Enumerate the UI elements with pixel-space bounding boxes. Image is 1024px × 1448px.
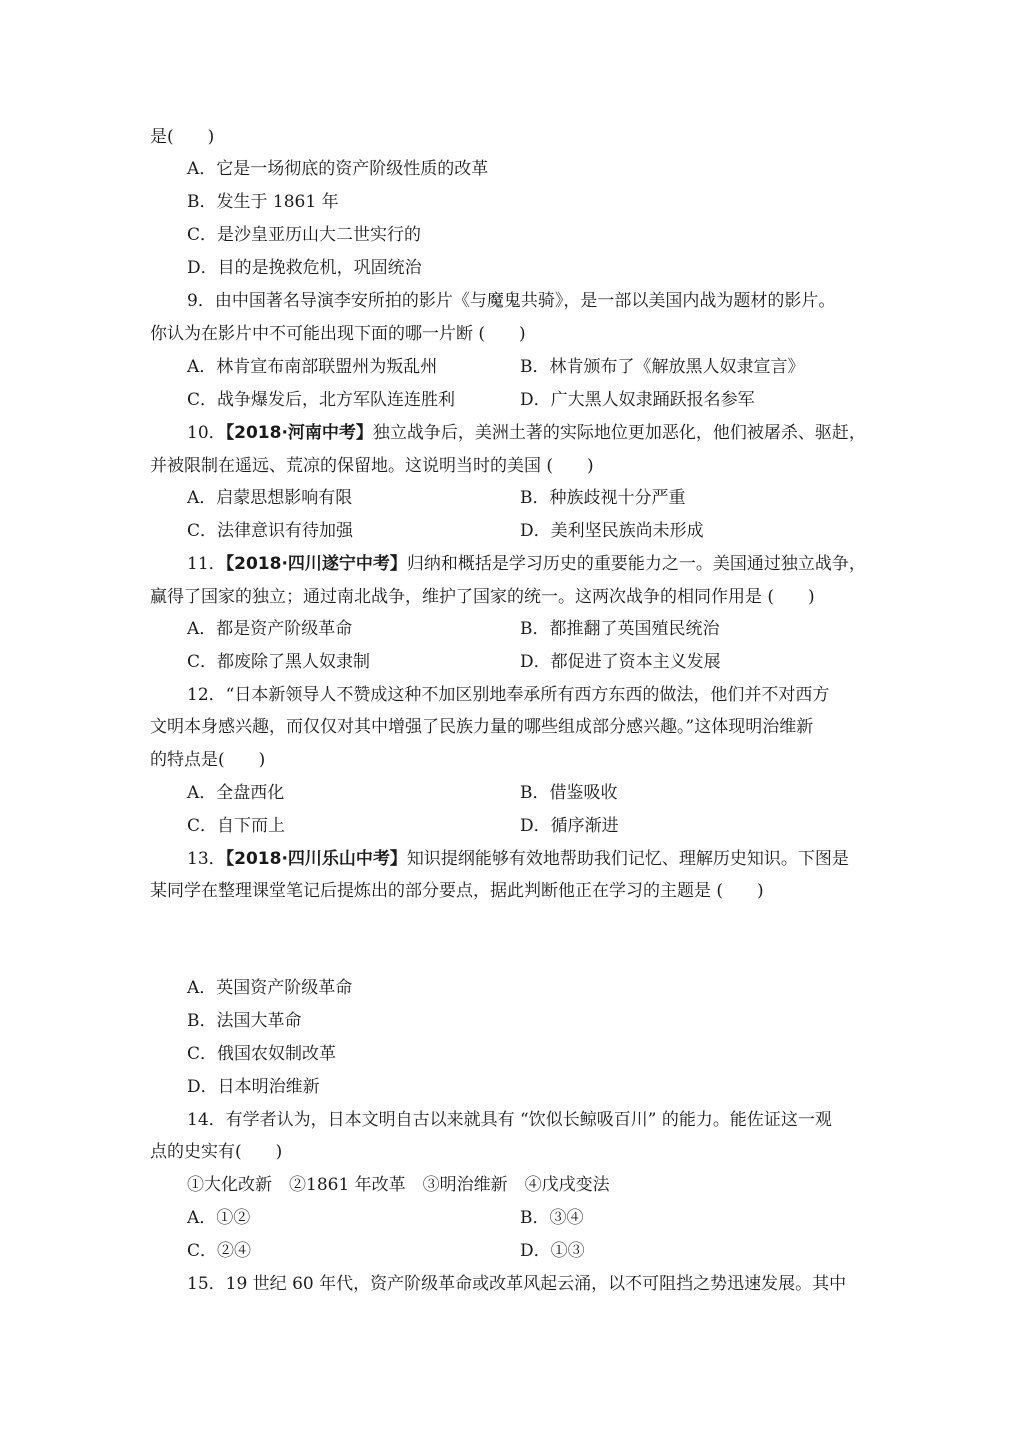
q10-option-b[interactable]: [520, 487, 686, 509]
q11-stem-line2: 赢得了国家的独立；通过南北战争，维护了国家的统一。这两次战争的相同作用是 ( ): [150, 587, 815, 607]
option-letter: C．: [187, 1044, 218, 1064]
option-letter: B．: [520, 488, 550, 508]
option-letter: A．: [187, 783, 217, 803]
q15-stem-line1: [187, 1273, 846, 1295]
q10-stem-line2: 并被限制在遥远、荒凉的保留地。这说明当时的美国 ( ): [150, 456, 594, 476]
q13-option-a[interactable]: [187, 977, 352, 999]
q10-option-d[interactable]: [520, 520, 704, 542]
option-letter: C．: [187, 521, 218, 541]
question-text: 有学者认为，日本文明自古以来就具有 “饮似长鲸吸百川” 的能力。能佐证这一观: [225, 1110, 832, 1130]
q13-stem-line1: [187, 848, 849, 870]
option-letter: D．: [520, 390, 551, 410]
option-text: 俄国农奴制改革: [217, 1044, 337, 1064]
question-text: 知识提纲能够有效地帮助我们记忆、理解历史知识。下图是: [406, 849, 849, 869]
q9-option-a[interactable]: [187, 356, 437, 378]
option-letter: D．: [520, 652, 551, 672]
q8-option-d[interactable]: [187, 257, 422, 279]
q11-stem-line1: [187, 553, 866, 575]
q13-option-c[interactable]: [187, 1043, 336, 1065]
q10-stem-line1: [187, 422, 866, 444]
source-tag: 【2018·河南中考】: [225, 423, 373, 443]
source-tag: 【2018·四川乐山中考】: [225, 849, 407, 869]
q13-option-d[interactable]: [187, 1076, 320, 1098]
question-number: 14．: [187, 1110, 226, 1130]
option-text: 都废除了黑人奴隶制: [217, 652, 371, 672]
q13-option-b[interactable]: [187, 1010, 302, 1032]
q8-option-a[interactable]: [187, 158, 488, 180]
option-letter: C．: [187, 1241, 218, 1261]
option-letter: D．: [187, 1077, 218, 1097]
q12-option-b[interactable]: [520, 782, 618, 804]
q11-option-d[interactable]: [520, 651, 721, 673]
option-letter: B．: [520, 783, 550, 803]
q13-stem-line2: 某同学在整理课堂笔记后提炼出的部分要点，据此判断他正在学习的主题是 ( ): [150, 881, 764, 901]
q11-option-b[interactable]: [520, 618, 720, 640]
option-letter: A．: [187, 488, 217, 508]
q8-option-b[interactable]: [187, 191, 339, 213]
option-text: 英国资产阶级革命: [216, 978, 353, 998]
q14-option-d[interactable]: [520, 1240, 585, 1262]
option-letter: D．: [520, 816, 551, 836]
option-text: 是沙皇亚历山大二世实行的: [217, 225, 422, 245]
option-text: 林肯宣布南部联盟州为叛乱州: [216, 357, 438, 377]
option-letter: D．: [187, 258, 218, 278]
option-letter: D．: [520, 1241, 551, 1261]
option-letter: D．: [520, 521, 551, 541]
q9-stem-line1: [187, 290, 835, 312]
q12-option-a[interactable]: [187, 782, 284, 804]
q9-option-b[interactable]: [520, 356, 805, 378]
option-text: 法国大革命: [216, 1011, 302, 1031]
question-number: 9．: [187, 291, 215, 311]
option-text: 法律意识有待加强: [217, 521, 354, 541]
option-letter: B．: [520, 1208, 550, 1228]
q8-option-c[interactable]: [187, 224, 421, 246]
q14-items: ①大化改新 ②1861 年改革 ③明治维新 ④戊戌变法: [187, 1175, 610, 1195]
q14-stem-line2: 点的史实有( ): [150, 1142, 283, 1162]
q10-option-c[interactable]: [187, 520, 353, 542]
q12-stem-line2: 文明本身感兴趣，而仅仅对其中增强了民族力量的哪些组成部分感兴趣。”这体现明治维新: [150, 717, 814, 737]
option-letter: C．: [187, 652, 218, 672]
option-text: 都促进了资本主义发展: [550, 652, 721, 672]
option-text: ①③: [550, 1241, 585, 1261]
option-text: 借鉴吸收: [549, 783, 618, 803]
q14-stem-line1: [187, 1109, 832, 1131]
q8-stem-tail: 是( ): [150, 127, 215, 147]
option-letter: B．: [520, 619, 550, 639]
q12-stem-line1: [187, 684, 829, 706]
question-text: “日本新领导人不赞成这种不加区别地奉承所有西方东西的做法，他们并不对西方: [225, 685, 830, 705]
option-letter: C．: [187, 390, 218, 410]
q14-option-b[interactable]: [520, 1207, 584, 1229]
q9-option-d[interactable]: [520, 389, 755, 411]
option-letter: C．: [187, 816, 218, 836]
option-letter: A．: [187, 978, 217, 998]
option-text: 循序渐进: [550, 816, 619, 836]
option-text: 种族歧视十分严重: [549, 488, 686, 508]
option-letter: B．: [187, 1011, 217, 1031]
q11-option-a[interactable]: [187, 618, 352, 640]
q11-option-c[interactable]: [187, 651, 370, 673]
q14-option-c[interactable]: [187, 1240, 251, 1262]
q12-stem-line3: 的特点是( ): [150, 750, 266, 770]
option-text: ②④: [217, 1241, 252, 1261]
question-number: 10．: [187, 423, 226, 443]
option-text: 日本明治维新: [217, 1077, 320, 1097]
question-text: 19 世纪 60 年代，资产阶级革命或改革风起云涌，以不可阻挡之势迅速发展。其中: [225, 1274, 847, 1294]
option-text: 它是一场彻底的资产阶级性质的改革: [216, 159, 489, 179]
option-text: 目的是挽救危机，巩固统治: [217, 258, 422, 278]
option-text: 林肯颁布了《解放黑人奴隶宣言》: [549, 357, 805, 377]
option-letter: B．: [187, 192, 217, 212]
option-letter: A．: [187, 619, 217, 639]
option-letter: A．: [187, 159, 217, 179]
option-text: 全盘西化: [216, 783, 285, 803]
q14-option-a[interactable]: [187, 1207, 250, 1229]
question-text: 由中国著名导演李安所拍的影片《与魔鬼共骑》，是一部以美国内战为题材的影片。: [214, 291, 836, 311]
option-letter: C．: [187, 225, 218, 245]
q9-stem-line2: 你认为在影片中不可能出现下面的哪一片断 ( ): [150, 324, 526, 344]
option-text: 发生于 1861 年: [216, 192, 339, 212]
question-number: 12．: [187, 685, 226, 705]
option-text: 都推翻了英国殖民统治: [549, 619, 720, 639]
option-text: 美利坚民族尚未形成: [550, 521, 704, 541]
option-text: 战争爆发后，北方军队连连胜利: [217, 390, 456, 410]
option-letter: A．: [187, 357, 217, 377]
option-text: 都是资产阶级革命: [216, 619, 353, 639]
option-text: ①②: [216, 1208, 251, 1228]
option-letter: A．: [187, 1208, 217, 1228]
question-number: 11．: [187, 554, 226, 574]
question-text: 独立战争后，美洲土著的实际地位更加恶化，他们被屠杀、驱赶，: [372, 423, 866, 443]
q10-option-a[interactable]: [187, 487, 352, 509]
question-text: 归纳和概括是学习历史的重要能力之一。美国通过独立战争，: [406, 554, 866, 574]
option-text: 广大黑人奴隶踊跃报名参军: [550, 390, 755, 410]
option-text: 自下而上: [217, 816, 286, 836]
q12-option-d[interactable]: [520, 815, 619, 837]
q9-option-c[interactable]: [187, 389, 455, 411]
question-number: 13．: [187, 849, 226, 869]
q12-option-c[interactable]: [187, 815, 285, 837]
option-text: ③④: [549, 1208, 584, 1228]
option-text: 启蒙思想影响有限: [216, 488, 353, 508]
option-letter: B．: [520, 357, 550, 377]
question-number: 15．: [187, 1274, 226, 1294]
source-tag: 【2018·四川遂宁中考】: [225, 554, 407, 574]
